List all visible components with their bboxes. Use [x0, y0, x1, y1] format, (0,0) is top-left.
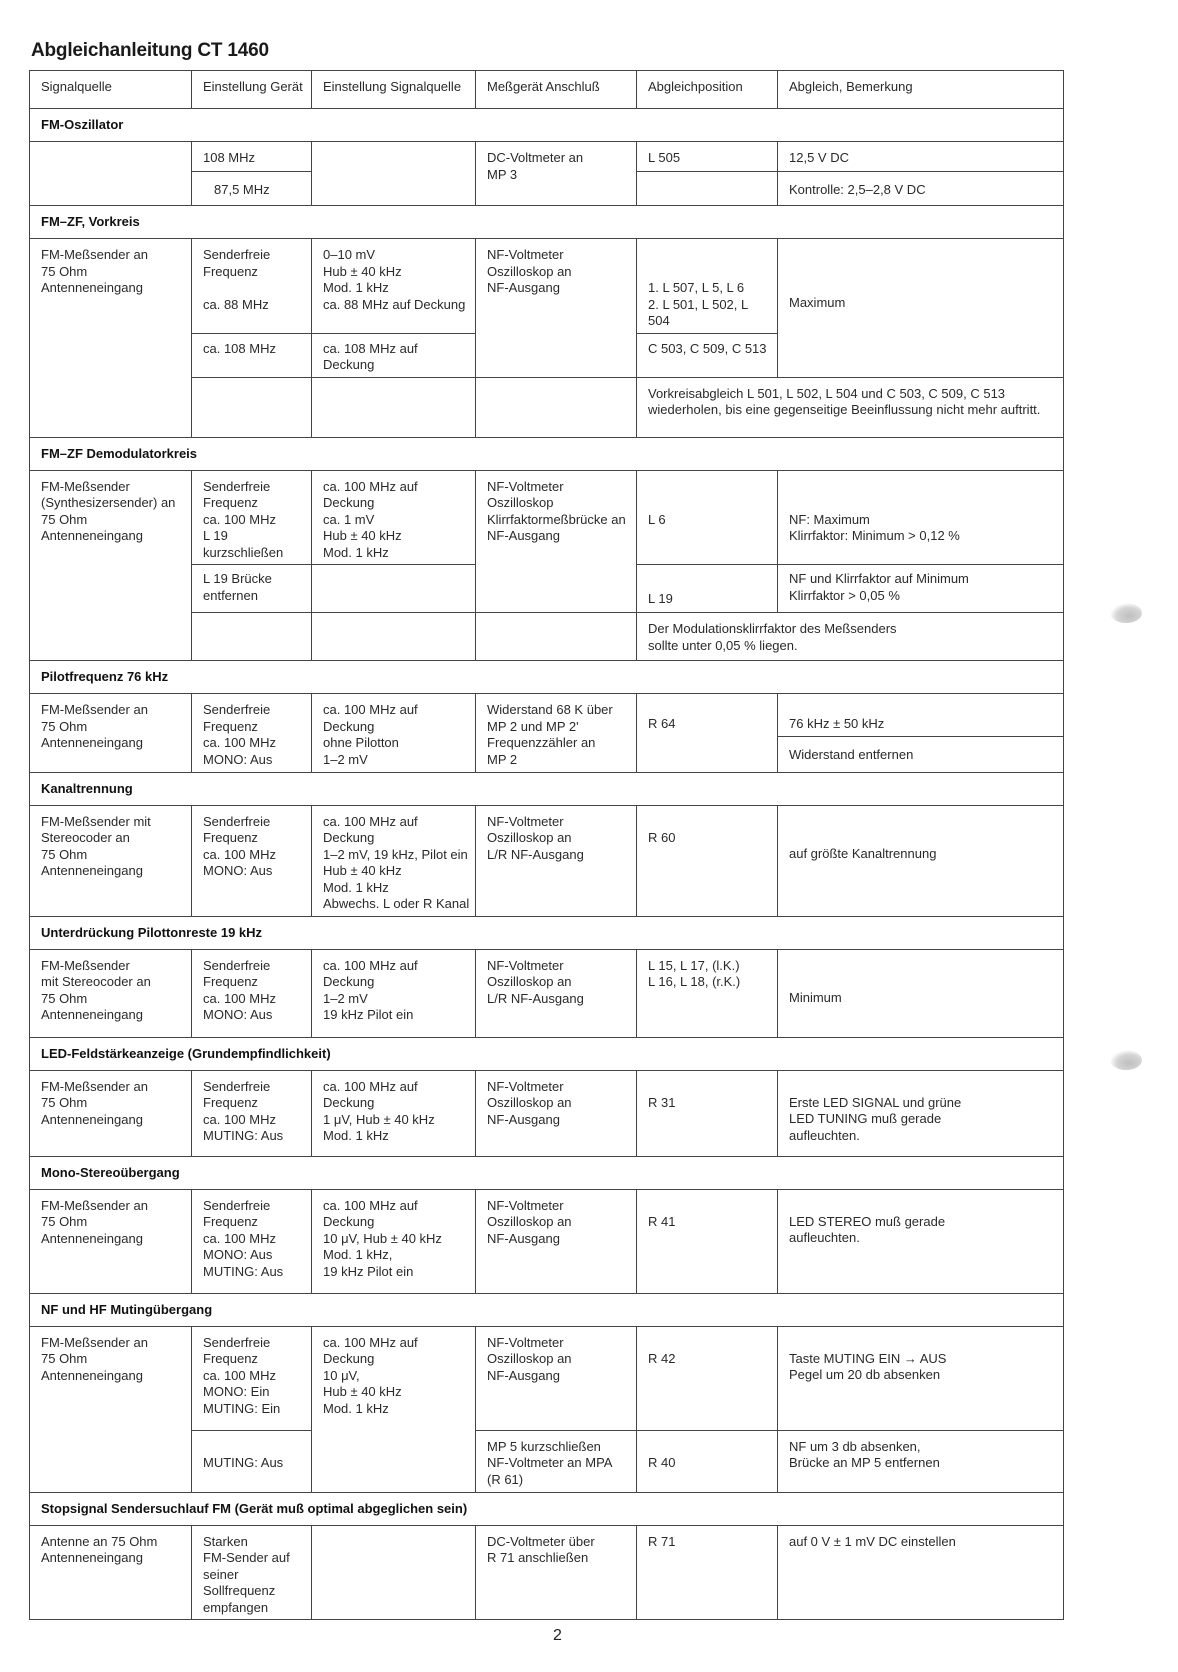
section-header-muting — [30, 1293, 1064, 1326]
section-header-mono-stereo — [30, 1156, 1064, 1189]
table-row — [30, 694, 1064, 737]
table-cell: Minimum — [778, 949, 1064, 1037]
table-cell: MP 5 kurzschließen NF-Voltmeter an MPA (R 61) — [476, 1430, 637, 1492]
table-cell: Senderfreie Frequenz ca. 100 MHz MONO: Aus — [192, 949, 312, 1037]
table-cell: NF und Klirrfaktor auf Minimum Klirrfaktor > 0,05 % — [778, 565, 1064, 613]
table-cell — [476, 613, 637, 661]
table-cell: L 15, L 17, (l.K.) L 16, L 18, (r.K.) — [637, 949, 778, 1037]
table-row — [30, 805, 1064, 916]
section-title: FM–ZF Demodulatorkreis — [30, 437, 1064, 470]
page-number: 2 — [553, 1627, 562, 1644]
table-row — [30, 1326, 1064, 1430]
table-cell: FM-Meßsender mit Stereocoder an 75 Ohm Antenneneingang — [30, 949, 192, 1037]
table-cell: FM-Meßsender an 75 Ohm Antenneneingang — [30, 1189, 192, 1293]
punch-hole-shadow — [1110, 1050, 1142, 1070]
table-cell — [312, 565, 476, 613]
table-cell — [476, 377, 637, 437]
table-cell: ca. 108 MHz auf Deckung — [312, 333, 476, 377]
table-cell: NF-Voltmeter Oszilloskop an NF-Ausgang — [476, 239, 637, 378]
table-cell: Widerstand 68 K über MP 2 und MP 2' Frequenzzähler an MP 2 — [476, 694, 637, 773]
table-cell: ca. 100 MHz auf Deckung ca. 1 mV Hub ± 40 kHz Mod. 1 kHz — [312, 470, 476, 565]
table-cell: 108 MHz — [192, 142, 312, 172]
header-cell: Abgleich, Bemerkung — [778, 71, 1064, 109]
table-cell: NF-Voltmeter Oszilloskop an NF-Ausgang — [476, 1326, 637, 1430]
table-cell: ca. 100 MHz auf Deckung 1–2 mV 19 kHz Pilot ein — [312, 949, 476, 1037]
table-cell: Kontrolle: 2,5–2,8 V DC — [778, 172, 1064, 206]
section-header-pilotfrequenz — [30, 661, 1064, 694]
table-cell — [312, 613, 476, 661]
section-header-led-feldstaerke — [30, 1037, 1064, 1070]
table-cell: Senderfreie Frequenz ca. 100 MHz MUTING: Aus — [192, 1070, 312, 1156]
table-cell: NF-Voltmeter Oszilloskop Klirrfaktormeßbrücke an NF-Ausgang — [476, 470, 637, 613]
table-cell: ca. 100 MHz auf Deckung 1 μV, Hub ± 40 kHz Mod. 1 kHz — [312, 1070, 476, 1156]
table-row — [30, 949, 1064, 1037]
table-note: Der Modulationsklirrfaktor des Meßsenders sollte unter 0,05 % liegen. — [637, 613, 1064, 661]
table-row — [30, 142, 1064, 172]
table-cell: Maximum — [778, 239, 1064, 378]
section-header-stopsignal — [30, 1492, 1064, 1525]
table-cell: Senderfreie Frequenz ca. 100 MHz MONO: Ein MUTING: Ein — [192, 1326, 312, 1430]
table-cell — [637, 172, 778, 206]
table-cell — [30, 142, 192, 206]
table-cell: MUTING: Aus — [192, 1430, 312, 1492]
table-cell: ca. 100 MHz auf Deckung ohne Pilotton 1–2 mV — [312, 694, 476, 773]
table-cell: L 6 — [637, 470, 778, 565]
table-row — [30, 1525, 1064, 1620]
table-cell: FM-Meßsender (Synthesizersender) an 75 Ohm Antenneneingang — [30, 470, 192, 661]
table-cell: ca. 100 MHz auf Deckung 10 μV, Hub ± 40 kHz Mod. 1 kHz — [312, 1326, 476, 1492]
table-cell: FM-Meßsender an 75 Ohm Antenneneingang — [30, 1070, 192, 1156]
header-cell: Meßgerät Anschluß — [476, 71, 637, 109]
table-row — [30, 470, 1064, 565]
table-cell: Starken FM-Sender auf seiner Sollfrequenz empfangen — [192, 1525, 312, 1620]
table-cell: L 19 Brücke entfernen — [192, 565, 312, 613]
table-cell: ca. 108 MHz — [192, 333, 312, 377]
section-title: Mono-Stereoübergang — [30, 1156, 1064, 1189]
table-cell: LED STEREO muß gerade aufleuchten. — [778, 1189, 1064, 1293]
table-cell: NF um 3 db absenken, Brücke an MP 5 entfernen — [778, 1430, 1064, 1492]
table-cell: L 19 — [637, 565, 778, 613]
table-cell: DC-Voltmeter an MP 3 — [476, 142, 637, 206]
table-cell: R 60 — [637, 805, 778, 916]
table-cell: Erste LED SIGNAL und grüne LED TUNING muß gerade aufleuchten. — [778, 1070, 1064, 1156]
table-cell: R 31 — [637, 1070, 778, 1156]
punch-hole-shadow — [1110, 603, 1142, 623]
table-cell: Antenne an 75 Ohm Antenneneingang — [30, 1525, 192, 1620]
table-cell: FM-Meßsender an 75 Ohm Antenneneingang — [30, 694, 192, 773]
section-title: LED-Feldstärkeanzeige (Grundempfindlichkeit) — [30, 1037, 1064, 1070]
table-cell: R 41 — [637, 1189, 778, 1293]
section-header-demodulatorkreis — [30, 437, 1064, 470]
section-title: Kanaltrennung — [30, 772, 1064, 805]
section-header-unterdrueckung — [30, 916, 1064, 949]
header-row — [30, 71, 1064, 109]
table-cell: R 40 — [637, 1430, 778, 1492]
table-cell: 12,5 V DC — [778, 142, 1064, 172]
table-row — [30, 239, 1064, 334]
table-cell: R 71 — [637, 1525, 778, 1620]
table-cell: FM-Meßsender an 75 Ohm Antenneneingang — [30, 239, 192, 438]
header-cell: Signalquelle — [30, 71, 192, 109]
table-cell: 87,5 MHz — [192, 172, 312, 206]
table-cell: ca. 100 MHz auf Deckung 1–2 mV, 19 kHz, Pilot ein Hub ± 40 kHz Mod. 1 kHz Abwechs. L oder R Kanal — [312, 805, 476, 916]
section-header-kanaltrennung — [30, 772, 1064, 805]
table-cell: NF-Voltmeter Oszilloskop an NF-Ausgang — [476, 1189, 637, 1293]
table-row — [30, 1070, 1064, 1156]
section-header-fm-oszillator — [30, 109, 1064, 142]
table-cell: Widerstand entfernen — [778, 736, 1064, 772]
table-cell: Senderfreie Frequenz ca. 88 MHz — [192, 239, 312, 334]
table-cell: NF: Maximum Klirrfaktor: Minimum > 0,12 % — [778, 470, 1064, 565]
table-cell — [312, 377, 476, 437]
table-cell — [192, 613, 312, 661]
section-title: Stopsignal Sendersuchlauf FM (Gerät muß optimal abgeglichen sein) — [30, 1492, 1064, 1525]
table-cell: Taste MUTING EIN → AUS Pegel um 20 db absenken — [778, 1326, 1064, 1430]
table-cell: 0–10 mV Hub ± 40 kHz Mod. 1 kHz ca. 88 MHz auf Deckung — [312, 239, 476, 334]
table-cell: R 42 — [637, 1326, 778, 1430]
table-cell — [312, 142, 476, 206]
table-cell — [312, 1525, 476, 1620]
section-title: FM–ZF, Vorkreis — [30, 206, 1064, 239]
table-cell: Senderfreie Frequenz ca. 100 MHz MONO: Aus — [192, 694, 312, 773]
table-cell: auf größte Kanaltrennung — [778, 805, 1064, 916]
section-title: Pilotfrequenz 76 kHz — [30, 661, 1064, 694]
table-cell: FM-Meßsender mit Stereocoder an 75 Ohm Antenneneingang — [30, 805, 192, 916]
section-header-fm-zf-vorkreis — [30, 206, 1064, 239]
section-title: FM-Oszillator — [30, 109, 1064, 142]
table-cell: 76 kHz ± 50 kHz — [778, 694, 1064, 737]
table-cell: DC-Voltmeter über R 71 anschließen — [476, 1525, 637, 1620]
adjustment-table — [29, 70, 1064, 1620]
section-title: NF und HF Mutingübergang — [30, 1293, 1064, 1326]
table-cell: Senderfreie Frequenz ca. 100 MHz L 19 kurzschließen — [192, 470, 312, 565]
table-cell: ca. 100 MHz auf Deckung 10 μV, Hub ± 40 kHz Mod. 1 kHz, 19 kHz Pilot ein — [312, 1189, 476, 1293]
table-cell: NF-Voltmeter Oszilloskop an NF-Ausgang — [476, 1070, 637, 1156]
table-cell: auf 0 V ± 1 mV DC einstellen — [778, 1525, 1064, 1620]
table-cell: Senderfreie Frequenz ca. 100 MHz MONO: Aus — [192, 805, 312, 916]
page-title: Abgleichanleitung CT 1460 — [31, 40, 269, 61]
table-cell: C 503, C 509, C 513 — [637, 333, 778, 377]
table-cell: NF-Voltmeter Oszilloskop an L/R NF-Ausgang — [476, 949, 637, 1037]
table-cell — [192, 377, 312, 437]
header-cell: Abgleichposition — [637, 71, 778, 109]
header-cell: Einstellung Signalquelle — [312, 71, 476, 109]
table-cell: FM-Meßsender an 75 Ohm Antenneneingang — [30, 1326, 192, 1492]
table-cell: L 505 — [637, 142, 778, 172]
table-note: Vorkreisabgleich L 501, L 502, L 504 und C 503, C 509, C 513 wiederholen, bis eine gegenseitige Beeinflussung nicht mehr auftritt. — [637, 377, 1064, 437]
section-title: Unterdrückung Pilottonreste 19 kHz — [30, 916, 1064, 949]
table-cell: R 64 — [637, 694, 778, 773]
header-cell: Einstellung Gerät — [192, 71, 312, 109]
table-cell: NF-Voltmeter Oszilloskop an L/R NF-Ausgang — [476, 805, 637, 916]
table-cell: 1. L 507, L 5, L 6 2. L 501, L 502, L 504 — [637, 239, 778, 334]
table-cell: Senderfreie Frequenz ca. 100 MHz MONO: Aus MUTING: Aus — [192, 1189, 312, 1293]
table-row — [30, 1189, 1064, 1293]
